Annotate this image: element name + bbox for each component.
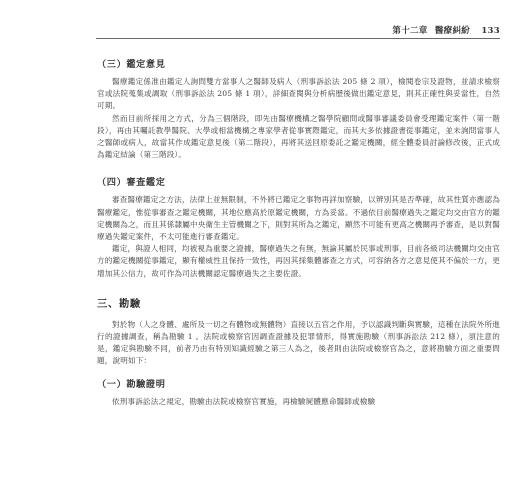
paragraph: 然而目前所採用之方式，分為三個階段，即先由醫療機構之醫學院顧問或醫事審議委員會受理鑑定案件（第一階段），再由其囑託教學醫院、大學或相當機構之專家學者從事實際鑑定，而其大多依據證書從事鑑定，並未詢問當事人之醫師或病人，故當其作成鑑定意見後（第二階段），再將其送回原委託之鑑定機關，經全體委員討論修改後，正式成為鑑定結論（第三階段）。 [97, 113, 500, 160]
section-heading: （三）鑑定意見 [97, 59, 166, 70]
paragraph: 審查醫療鑑定之方法，法律上並無限制，不外將已鑑定之事物再詳加察驗，以辨別其是否準確，故其性質亦應認為醫療鑑定，惟從事審查之鑑定機關，其地位應高於原鑑定機關，方為妥當。不過依目前醫療過失之鑑定均交由官方的鑑定機關為之，而且其係隸屬中央衛生主管機關之下，則對其所為之鑑定，顯然不可能有更高之機關再予審查，是以對醫療過失鑑定案件，不太可能進行審查鑑定。 [97, 195, 500, 242]
paragraph: 依刑事訴訟法之規定，勘驗由法院或檢察官實施，再檢驗屍體應命醫師或檢驗 [112, 396, 376, 406]
page-number: 133 [481, 26, 500, 36]
paragraph: 對於物（人之身體、處所及一切之有體物或無體物）直接以五官之作用，予以認識判斷與實驗，這種在法院外所進行的證據調查，稱為勘驗 1 。法院或檢察官因調查證據及犯罪情形，得實施勘驗（刑事訴訟法 212 條），須注意的是，鑑定與勘驗不同，前者乃由有特別知識經驗之第三人為之，後者則由法院或檢察官為之，意將勘驗方面之重要問題，說明如下： [97, 319, 500, 366]
chapter-label: 第十二章 [392, 26, 428, 36]
section-inspection [97, 295, 500, 368]
section-expert-opinion [97, 56, 500, 161]
paragraph: 醫療鑑定係准由鑑定人詢問雙方當事人之醫師及病人（刑事訴訟法 205 條 2 項），檢閱卷宗及證物，並請求檢察官或法院蒐集或調取（刑事訴訟法 205 條 1 項），詳細查閱與分析病歷後做出鑑定意見，則其正確性與妥當性，自然可期。 [97, 77, 500, 111]
header-rule [96, 38, 500, 39]
running-header [96, 24, 500, 40]
section-inspection-proof [97, 376, 500, 408]
paragraph: 鑑定，與證人相同，均被視為重要之證據，醫療過失之有無，無論其屬於民事或刑事，目前各級司法機關均交由官方的鑑定機關從事鑑定，顯有權威性且保持一致性，再因其採集體審查之方式，可容納各方之意見使其不偏於一方，更增加其公信力，故可作為司法機關認定醫療過失之主要佐證。 [97, 244, 500, 278]
chapter-title: 醫療糾紛 [434, 26, 471, 36]
section-heading: （四）審查鑑定 [97, 177, 166, 189]
page-body [97, 56, 500, 408]
main-section-heading: 三、勘驗 [97, 297, 141, 310]
section-heading: （一）勘驗證明 [97, 378, 166, 390]
running-header-text [392, 24, 500, 36]
section-review-appraisal [97, 174, 500, 279]
